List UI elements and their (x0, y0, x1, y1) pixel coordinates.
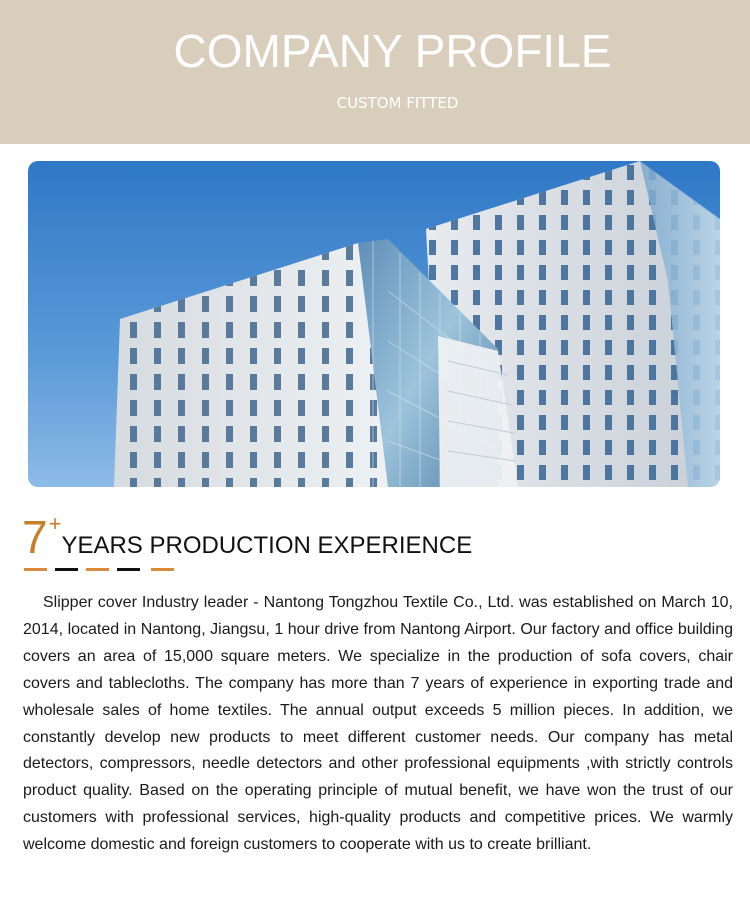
heading-text: YEARS PRODUCTION EXPERIENCE (61, 532, 473, 559)
header-banner (0, 0, 750, 144)
divider-dash (117, 568, 140, 571)
company-description: Slipper cover Industry leader - Nantong Tongzhou Textile Co., Ltd. was established on March 10, 2014, located in Nantong, Jiangsu, 1 hour drive from Nantong Airport. Our factory and office building covers an area of 15,000 square meters. We specialize in the production of sofa covers, chair covers and tablecloths. The company has more than 7 years of experience in exporting trade and wholesale sales of home textiles. The annual output exceeds 5 million pieces. In addition, we constantly develop new products to meet different customer needs. Our company has metal detectors, compressors, needle detectors and other professional equipments ,with strictly controls product quality. Based on the operating principle of mutual benefit, we have won the trust of our customers with professional services, high-quality products and competitive prices. We warmly welcome domestic and foreign customers to cooperate with us to create brilliant. (23, 594, 733, 854)
plus-sign: + (48, 511, 62, 536)
divider-dash (151, 568, 174, 571)
page-title: COMPANY PROFILE (173, 25, 612, 77)
divider-dash (24, 568, 47, 571)
divider-dash (55, 568, 78, 571)
years-number: 7 (22, 511, 48, 563)
experience-heading (22, 510, 473, 563)
decorative-divider (24, 568, 184, 572)
divider-dash (86, 568, 109, 571)
page-subtitle: CUSTOM FITTED (336, 94, 459, 112)
office-buildings-photo (28, 161, 720, 487)
